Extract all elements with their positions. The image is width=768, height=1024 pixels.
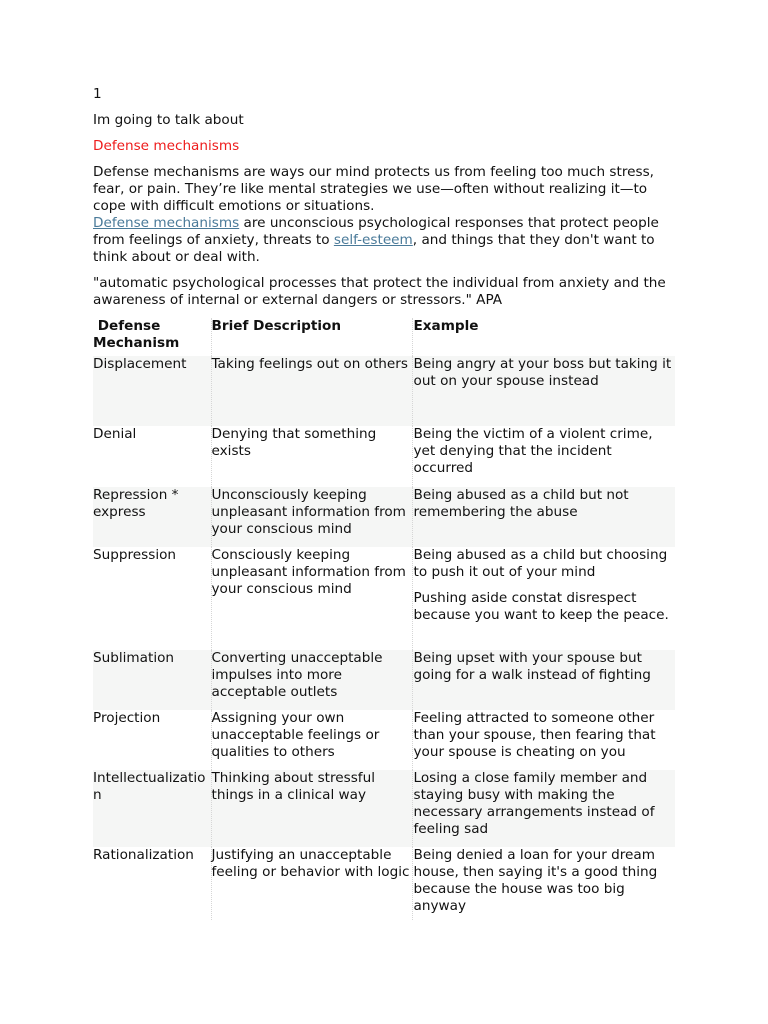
example-cell: Being the victim of a violent crime, yet denying that the incident occurred [412, 426, 675, 487]
description-cell: Unconsciously keeping unpleasant information from your conscious mind [211, 487, 412, 547]
description-cell: Taking feelings out on others [211, 356, 412, 426]
definition-paragraph-2 [93, 215, 675, 266]
page-number: 1 [93, 86, 102, 102]
mechanism-cell: Suppression [93, 547, 177, 563]
definition-paragraph: Defense mechanisms are ways our mind protects us from feeling too much stress, fear, or pain. They’re like mental strategies we use—often without realizing it—to cope with difficult emotions or situations. [93, 164, 654, 214]
definition-text-2: , and things that they don't want to think about or deal with. [93, 232, 655, 265]
table-row [93, 487, 675, 547]
example-cell: Losing a close family member and staying busy with making the necessary arrangements instead of feeling sad [412, 770, 675, 847]
example-cell: Being denied a loan for your dream house, then saying it's a good thing because the house was too big anyway [412, 847, 675, 920]
example-cell: Being abused as a child but not remembering the abuse [412, 487, 675, 547]
table-row [93, 650, 675, 710]
example-cell [412, 547, 675, 650]
description-cell: Assigning your own unacceptable feelings or qualities to others [211, 710, 412, 770]
table-row [93, 426, 675, 487]
table-row [93, 710, 675, 770]
table-row [93, 547, 675, 650]
mechanism-cell: Displacement [93, 356, 211, 426]
header-mechanism: Defense Mechanism [93, 318, 180, 351]
table-header-row [93, 318, 675, 356]
example-cell: Feeling attracted to someone other than your spouse, then fearing that your spouse is cheating on you [412, 710, 675, 770]
mechanism-cell: Intellectualization [93, 770, 211, 847]
description-cell: Thinking about stressful things in a clinical way [211, 770, 412, 847]
example-cell: Being angry at your boss but taking it out on your spouse instead [412, 356, 675, 426]
mechanism-cell: Projection [93, 710, 161, 726]
example-cell: Being upset with your spouse but going for a walk instead of fighting [412, 650, 675, 710]
table-row [93, 770, 675, 847]
apa-quote: "automatic psychological processes that protect the individual from anxiety and the awareness of internal or external dangers or stressors." APA [93, 275, 666, 308]
table-row [93, 847, 675, 920]
self-esteem-link[interactable]: self-esteem [333, 232, 413, 248]
description-cell: Denying that something exists [211, 426, 412, 487]
example-text: Being abused as a child but choosing to push it out of your mind [413, 547, 668, 580]
document-page [93, 86, 675, 920]
mechanism-cell: Repression * express [93, 487, 211, 547]
description-cell: Consciously keeping unpleasant information from your conscious mind [211, 547, 412, 650]
mechanism-cell: Denial [93, 426, 137, 442]
intro-line: Im going to talk about [93, 112, 244, 128]
header-example: Example [412, 318, 675, 356]
table-row [93, 356, 675, 426]
defense-mechanisms-table [93, 318, 675, 920]
mechanism-cell: Sublimation [93, 650, 211, 710]
header-description: Brief Description [211, 318, 412, 356]
example-text-2: Pushing aside constat disrespect because you want to keep the peace. [413, 590, 669, 623]
description-cell: Converting unacceptable impulses into more acceptable outlets [211, 650, 412, 710]
mechanism-cell: Rationalization [93, 847, 194, 863]
defense-mechanisms-link[interactable]: Defense mechanisms [93, 215, 240, 231]
section-heading: Defense mechanisms [93, 138, 240, 154]
description-cell: Justifying an unacceptable feeling or behavior with logic [211, 847, 412, 920]
definition-text-1: are unconscious psychological responses that protect people from feelings of anxiety, threats to [93, 215, 659, 248]
